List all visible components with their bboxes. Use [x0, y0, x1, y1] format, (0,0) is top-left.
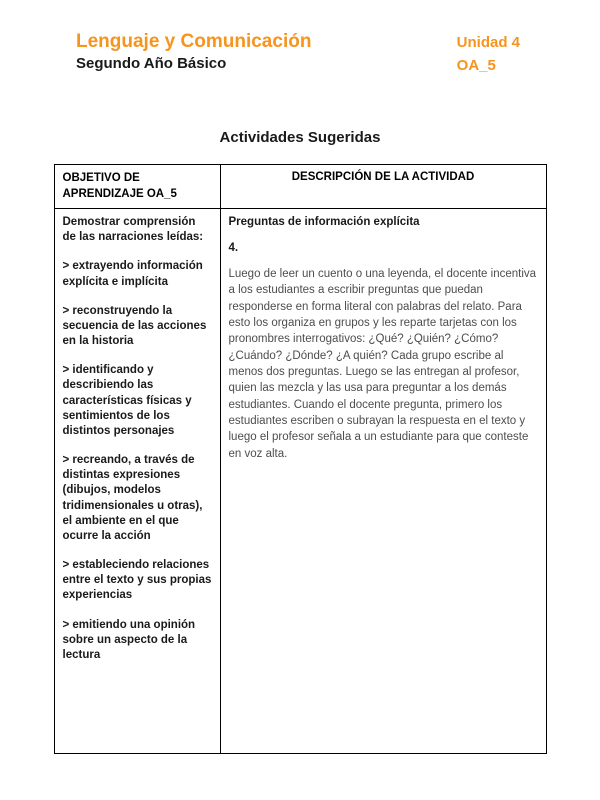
header-left-block	[76, 30, 311, 74]
activities-table	[54, 164, 547, 754]
objective-item: > emitiendo una opinión sobre un aspecto de la lectura	[62, 618, 196, 661]
table-header-row	[54, 165, 546, 209]
page-title: Actividades Sugeridas	[219, 129, 381, 146]
grade-subtitle: Segundo Año Básico	[76, 54, 227, 72]
activity-title: Preguntas de información explícita	[228, 216, 420, 229]
oa-code-label: OA_5	[456, 56, 496, 74]
activity-column-header: DESCRIPCIÓN DE LA ACTIVIDAD	[220, 165, 546, 209]
objective-item: > estableciendo relaciones entre el texto y sus propias experiencias	[62, 559, 212, 602]
objective-item: > recreando, a través de distintas expresiones (dibujos, modelos tridimensionales u otras), el ambiente en el que ocurre la acción	[62, 454, 203, 542]
document-header	[0, 30, 600, 77]
table-body-row	[54, 209, 546, 754]
objective-item: > reconstruyendo la secuencia de las acciones en la historia	[62, 304, 207, 348]
objective-item: > identificando y describiendo las características físicas y sentimientos de los distintos personajes	[62, 364, 192, 437]
unit-label: Unidad 4	[456, 34, 520, 51]
objective-cell	[54, 209, 220, 754]
objective-column-header: OBJETIVO DE APRENDIZAJE OA_5	[54, 165, 220, 209]
objective-intro: Demostrar comprensión de las narraciones leídas:	[62, 216, 204, 244]
objective-item: > extrayendo información explícita e implícita	[62, 260, 203, 288]
subject-title: Lenguaje y Comunicación	[76, 31, 312, 52]
activity-description: Luego de leer un cuento o una leyenda, el docente incentiva a los estudiantes a escribir preguntas que puedan responderse en forma literal con palabras del relato. Para esto los organiza en grupos y les reparte tarjetas con los pronombres interrogativos: ¿Qué? ¿Quién? ¿Cómo? ¿Cuándo? ¿Dónde? ¿A quién? Cada grupo escribe al menos dos preguntas. Luego se las entregan al profesor, quien las mezcla y las usa para preguntar a los demás estudiantes. Cuando el docente pregunta, primero los estudiantes escriben o subrayan la respuesta en el texto y luego el profesor señala a un estudiante para que conteste en voz alta.	[228, 267, 537, 460]
activity-cell	[220, 209, 546, 754]
activity-number: 4.	[228, 241, 239, 254]
header-right-block	[457, 30, 520, 77]
